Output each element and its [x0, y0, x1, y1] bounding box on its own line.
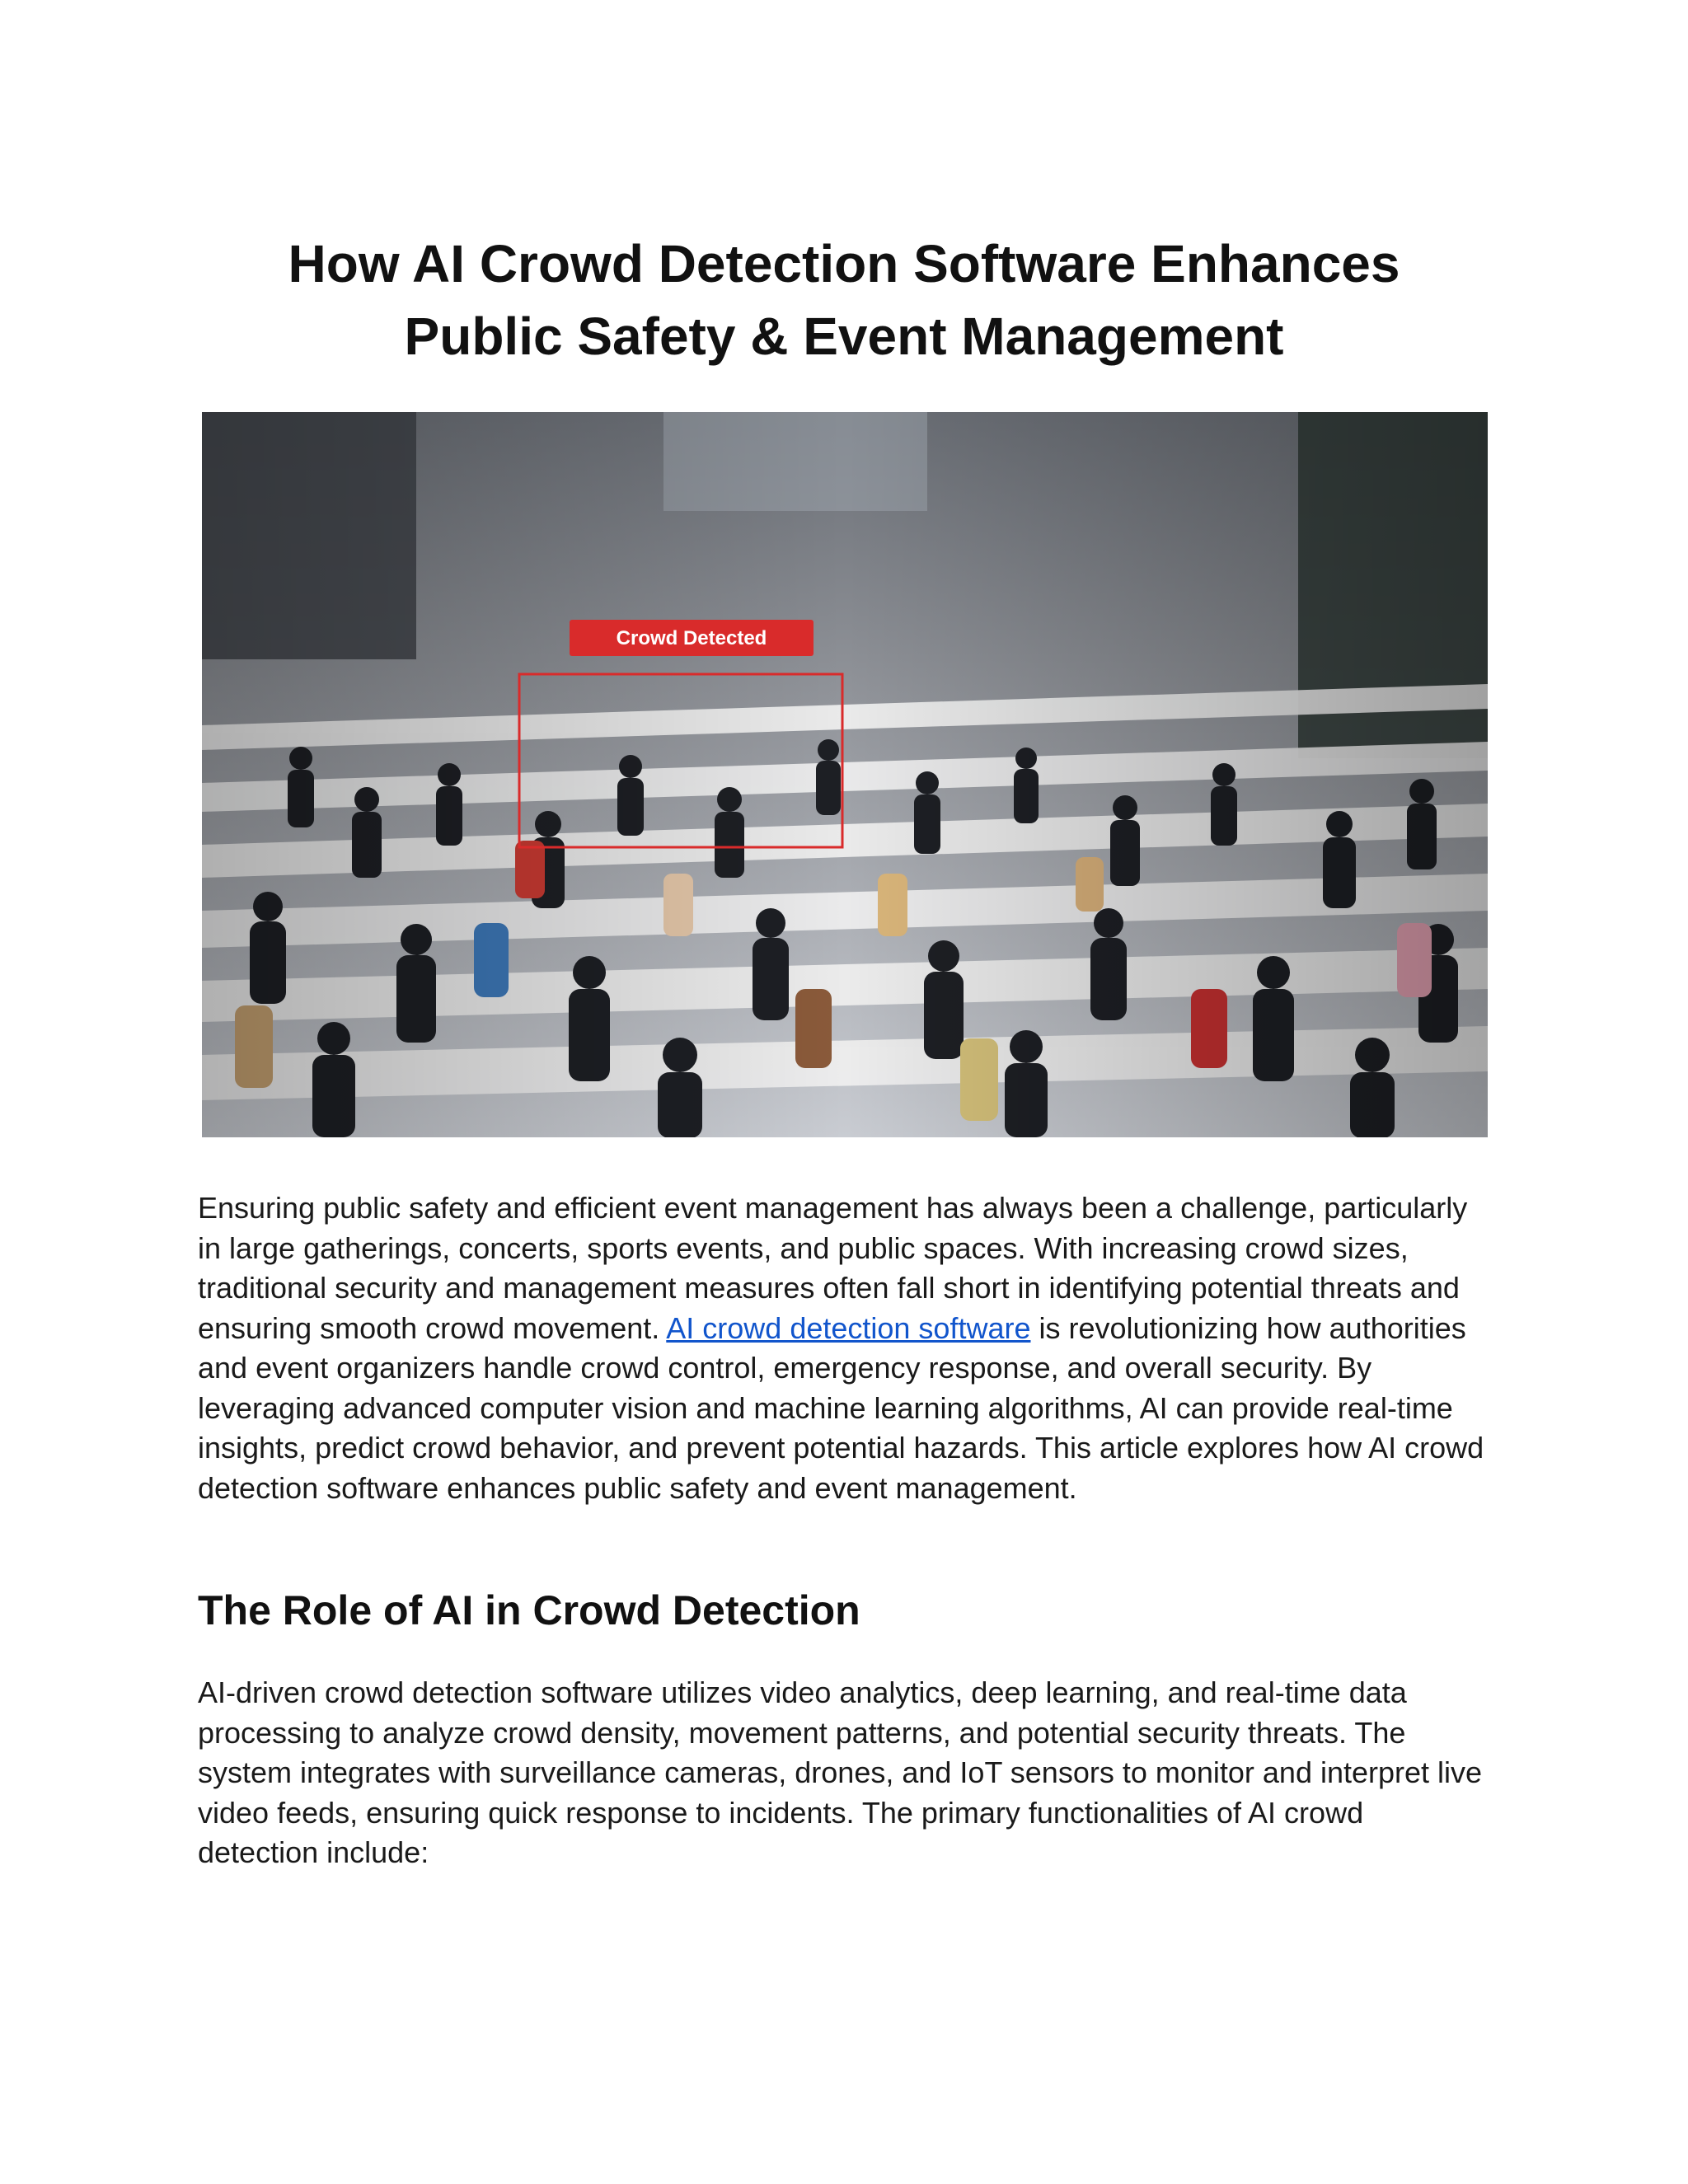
- title-line-1: How AI Crowd Detection Software Enhances: [288, 234, 1400, 293]
- intro-text-before-link: Ensuring public safety and efficient event management has always been a challenge, particularly in large gatherings, concerts, sports events, and public spaces. With increasing crowd sizes, traditional security and management measures often fall short in identifying potential threats and ensuring smooth crowd movement.: [198, 1191, 1468, 1345]
- page-title: [198, 227, 1490, 373]
- crowd-photo: [202, 412, 1488, 1137]
- crowd-detected-label: Crowd Detected: [616, 627, 767, 649]
- hero-image: [202, 412, 1488, 1137]
- section-paragraph: AI-driven crowd detection software utilizes video analytics, deep learning, and real-time data processing to analyze crowd density, movement patterns, and potential security threats. The system integrates with surveillance cameras, drones, and IoT sensors to monitor and interpret live video feeds, ensuring quick response to incidents. The primary functionalities of AI crowd detection include:: [198, 1675, 1483, 1869]
- title-line-2: Public Safety & Event Management: [404, 307, 1284, 366]
- intro-paragraph: [198, 1188, 1490, 1508]
- intro-text-after-link: is revolutionizing how authorities and event organizers handle crowd control, emergency response, and overall security. By leveraging advanced computer vision and machine learning algorithms, AI can provide real-time insights, predict crowd behavior, and prevent potential hazards. This article explores how AI crowd detection software enhances public safety and event management.: [198, 1310, 1484, 1505]
- section-heading: The Role of AI in Crowd Detection: [198, 1587, 860, 1633]
- ai-crowd-detection-link[interactable]: AI crowd detection software: [666, 1310, 1031, 1345]
